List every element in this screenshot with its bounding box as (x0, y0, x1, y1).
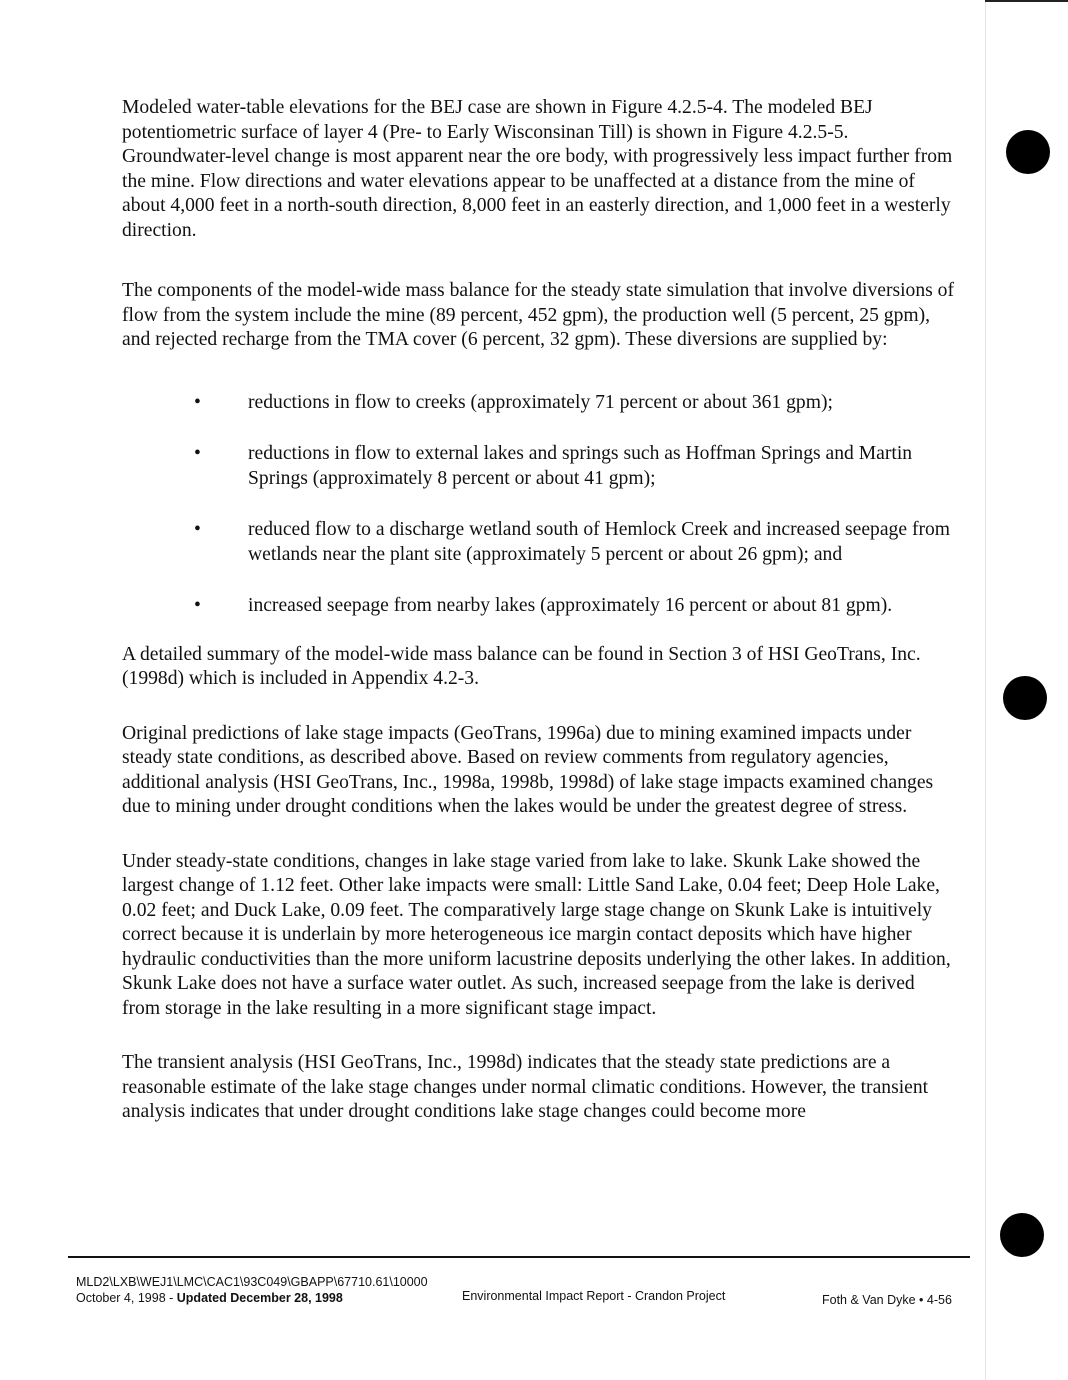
list-item (122, 518, 954, 567)
binder-hole-top (1006, 130, 1050, 174)
list-item-text: increased seepage from nearby lakes (approximately 16 percent or about 81 gpm). (248, 595, 893, 616)
list-item-text: reductions in flow to creeks (approximately 71 percent or about 361 gpm); (248, 391, 833, 413)
binder-hole-bottom (1000, 1213, 1044, 1257)
diversion-sources-list (122, 391, 954, 619)
footer-date (76, 1290, 343, 1306)
footer-file-path: MLD2\LXB\WEJ1\LMC\CAC1\93C049\GBAPP\67710.61\10000 (76, 1275, 428, 1289)
footer-divider (68, 1256, 970, 1258)
footer-date-original: October 4, 1998 - (76, 1291, 177, 1305)
list-item-text: reduced flow to a discharge wetland south of Hemlock Creek and increased seepage from wetlands near the plant site (approximately 5 percent or about 26 gpm); and (248, 519, 951, 565)
list-item-text: reductions in flow to external lakes and springs such as Hoffman Springs and Martin Springs (approximately 8 percent or about 41 gpm); (248, 443, 913, 489)
paragraph-mass-balance: The components of the model-wide mass balance for the steady state simulation that involve diversions of flow from the system include the mine (89 percent, 452 gpm), the production well (5 percent, 25 gpm), and rejected recharge from the TMA cover (6 percent, 32 gpm). These diversions are supplied by: (122, 280, 954, 350)
footer-report-title: Environmental Impact Report - Crandon Project (462, 1289, 726, 1303)
footer-date-updated: Updated December 28, 1998 (176, 1291, 343, 1305)
paragraph-transient-analysis: The transient analysis (HSI GeoTrans, Inc., 1998d) indicates that the steady state predictions are a reasonable estimate of the lake stage changes under normal climatic conditions. However, the transient analysis indicates that under drought conditions lake stage changes could become more (122, 1052, 929, 1122)
list-item (122, 391, 954, 416)
list-item (122, 594, 954, 619)
bullet-icon: • (194, 595, 201, 616)
paragraph-summary: A detailed summary of the model-wide mass balance can be found in Section 3 of HSI GeoTrans, Inc. (1998d) which is included in Appendix 4.2-3. (122, 643, 921, 689)
paragraph-original-predictions: Original predictions of lake stage impacts (GeoTrans, 1996a) due to mining examined impacts under steady state conditions, as described above. Based on review comments from regulatory agencies, additional analysis (HSI GeoTrans, Inc., 1998a, 1998b, 1998d) of lake stage impacts examined changes due to mining under drought conditions when the lakes would be under the greatest degree of stress. (122, 722, 934, 817)
page-edge-tick (985, 0, 1068, 2)
bullet-icon: • (194, 391, 201, 413)
list-item (122, 442, 954, 491)
footer-page-number: Foth & Van Dyke • 4-56 (822, 1293, 952, 1307)
bullet-icon: • (194, 519, 201, 540)
paragraph-steady-state: Under steady-state conditions, changes in lake stage varied from lake to lake. Skunk Lake showed the largest change of 1.12 feet. Other lake impacts were small: Little Sand Lake, 0.04 feet; Deep Hole Lake, 0.02 feet; and Duck Lake, 0.09 feet. The comparatively large stage change on Skunk Lake is intuitively correct because it is underlain by more heterogeneous ice margin contact deposits which have higher hydraulic conductivities than the more uniform lacustrine deposits underlying the other lakes. In addition, Skunk Lake does not have a surface water outlet. As such, increased seepage from the lake is derived from storage in the lake resulting in a more significant stage impact. (122, 850, 951, 1019)
bullet-icon: • (194, 443, 201, 464)
page-edge-line (985, 0, 986, 1380)
binder-hole-middle (1003, 676, 1047, 720)
paragraph-water-table: Modeled water-table elevations for the BEJ case are shown in Figure 4.2.5-4. The modeled BEJ potentiometric surface of layer 4 (Pre- to Early Wisconsinan Till) is shown in Figure 4.2.5-5. Groundwater-level change is most apparent near the ore body, with progressively less impact further from the mine. Flow directions and water elevations appear to be unaffected at a distance from the mine of about 4,000 feet in a north-south direction, 8,000 feet in an easterly direction, and 1,000 feet in a westerly direction. (122, 97, 953, 241)
document-body (122, 96, 954, 1155)
